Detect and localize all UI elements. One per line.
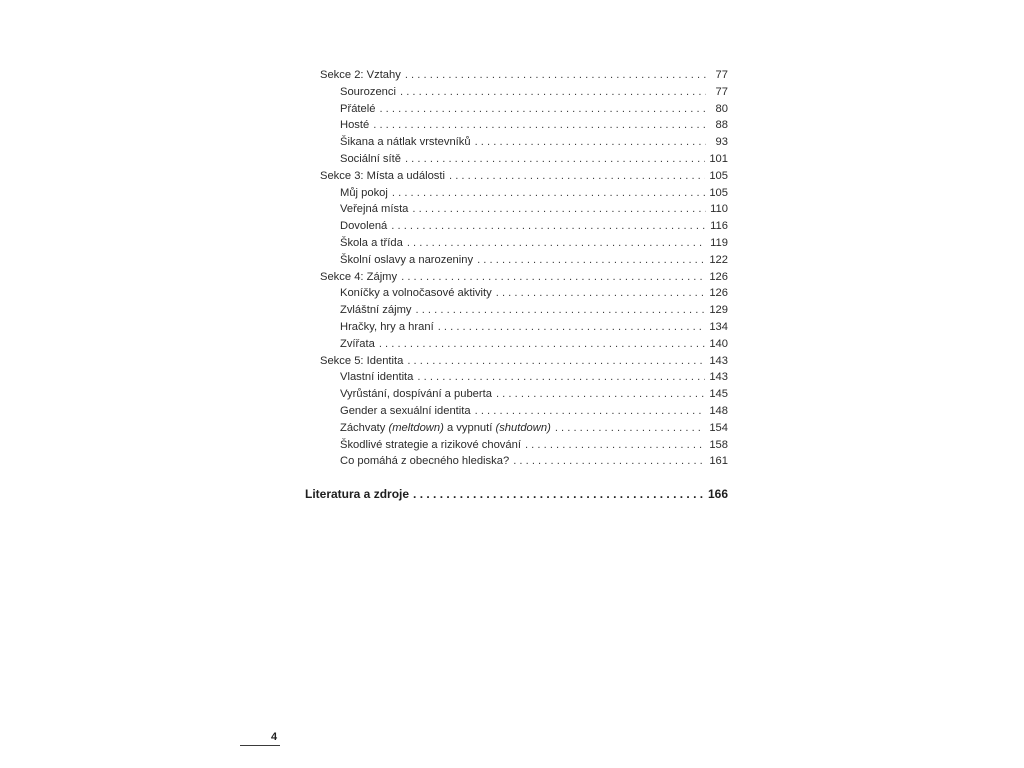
toc-entry-title: Vlastní identita bbox=[340, 371, 414, 384]
toc-entry-page: 148 bbox=[709, 404, 728, 417]
dot-leader bbox=[496, 386, 705, 403]
dot-leader bbox=[477, 252, 705, 269]
toc-subentry[interactable] bbox=[320, 151, 728, 168]
toc-entry-title: Můj pokoj bbox=[340, 186, 388, 199]
toc-entry-page: 110 bbox=[710, 203, 728, 216]
toc-subentry[interactable] bbox=[320, 302, 728, 319]
toc-entry-page: 126 bbox=[709, 270, 728, 283]
toc-entry-page: 158 bbox=[709, 438, 728, 451]
toc-entry-page: 122 bbox=[709, 253, 728, 266]
dot-leader bbox=[405, 151, 705, 168]
dot-leader bbox=[407, 353, 705, 370]
toc-entry-page: 77 bbox=[715, 69, 728, 81]
toc-subentry[interactable] bbox=[320, 185, 728, 202]
toc-subentry[interactable] bbox=[320, 336, 728, 353]
toc-entry-page: 101 bbox=[709, 152, 728, 165]
toc-entry-title: Veřejná místa bbox=[340, 203, 409, 216]
dot-leader bbox=[513, 453, 705, 470]
toc-subentry[interactable] bbox=[320, 134, 728, 151]
dot-leader bbox=[401, 269, 705, 286]
toc-entry-title: Zvláštní zájmy bbox=[340, 304, 412, 317]
dot-leader bbox=[438, 319, 706, 336]
toc-entry-title: Co pomáhá z obecného hlediska? bbox=[340, 455, 510, 468]
toc-entry-title: Školní oslavy a narozeniny bbox=[340, 253, 474, 266]
toc-entry-page: 134 bbox=[709, 320, 728, 333]
toc-entry-page: 116 bbox=[710, 220, 728, 233]
dot-leader bbox=[391, 218, 706, 235]
toc-entry-title: Sociální sítě bbox=[340, 152, 401, 165]
toc-entry-page: 119 bbox=[710, 236, 728, 249]
toc-entry-page: 77 bbox=[715, 85, 728, 98]
toc-entry-page: 93 bbox=[715, 136, 728, 149]
toc-entry-page: 105 bbox=[709, 169, 728, 182]
toc-section-entry[interactable] bbox=[320, 269, 728, 286]
toc-entry-page: 154 bbox=[709, 421, 728, 434]
dot-leader bbox=[449, 168, 705, 185]
toc-entry-page: 161 bbox=[709, 455, 728, 468]
toc-entry-title: Záchvaty (meltdown) a vypnutí (shutdown) bbox=[340, 421, 551, 434]
toc-entry-title: Sekce 5: Identita bbox=[320, 354, 404, 367]
toc-entry-page: 126 bbox=[709, 287, 728, 300]
dot-leader bbox=[475, 403, 706, 420]
toc-subentry[interactable] bbox=[320, 117, 728, 134]
dot-leader bbox=[407, 235, 706, 252]
toc-entry-title: Sourozenci bbox=[340, 85, 396, 98]
toc-subentry[interactable] bbox=[320, 235, 728, 252]
dot-leader bbox=[475, 134, 706, 151]
dot-leader bbox=[392, 185, 705, 202]
toc-entry-title: Hosté bbox=[340, 119, 370, 132]
toc-subentry[interactable] bbox=[320, 420, 728, 437]
toc-subentry[interactable] bbox=[320, 252, 728, 269]
dot-leader bbox=[400, 84, 706, 101]
toc-subentry[interactable] bbox=[320, 386, 728, 403]
toc-subentry[interactable] bbox=[320, 437, 728, 454]
toc-section-entry[interactable] bbox=[320, 67, 728, 84]
toc-subentry[interactable] bbox=[320, 84, 728, 101]
toc-entry-page: 166 bbox=[707, 487, 728, 501]
toc-entry-title: Sekce 4: Zájmy bbox=[320, 270, 398, 283]
toc-subentry[interactable] bbox=[320, 101, 728, 118]
dot-leader bbox=[555, 420, 706, 437]
toc-subentry[interactable] bbox=[320, 453, 728, 470]
toc-entry-title: Dovolená bbox=[340, 220, 388, 233]
dot-leader bbox=[373, 117, 706, 134]
toc-entry-literature[interactable] bbox=[305, 485, 728, 503]
toc-section-entry[interactable] bbox=[320, 353, 728, 370]
toc-entry-title: Škodlivé strategie a rizikové chování bbox=[340, 438, 521, 451]
toc-entry-page: 88 bbox=[715, 119, 728, 132]
dot-leader bbox=[412, 201, 706, 218]
toc-entry-title: Sekce 3: Místa a události bbox=[320, 169, 445, 182]
dot-leader bbox=[496, 285, 706, 302]
toc-subentry[interactable] bbox=[320, 319, 728, 336]
dot-leader bbox=[525, 437, 705, 454]
toc-entry-title: Gender a sexuální identita bbox=[340, 404, 471, 417]
dot-leader bbox=[379, 101, 706, 118]
toc-entry-title: Koníčky a volnočasové aktivity bbox=[340, 287, 492, 300]
toc-entry-page: 140 bbox=[709, 337, 728, 350]
toc-subentry[interactable] bbox=[320, 403, 728, 420]
footer-rule bbox=[240, 745, 280, 746]
toc-entry-title: Šikana a nátlak vrstevníků bbox=[340, 136, 471, 149]
toc-entry-title: Hračky, hry a hraní bbox=[340, 320, 434, 333]
toc-section-entry[interactable] bbox=[320, 168, 728, 185]
dot-leader bbox=[413, 485, 704, 503]
toc-entry-page: 143 bbox=[709, 371, 728, 384]
toc-entry-title: Literatura a zdroje bbox=[305, 487, 410, 501]
toc-entry-title: Zvířata bbox=[340, 337, 375, 350]
toc-entry-page: 143 bbox=[709, 354, 728, 367]
toc-entry-page: 145 bbox=[709, 388, 728, 401]
page-number: 4 bbox=[271, 731, 278, 743]
toc-entry-title: Sekce 2: Vztahy bbox=[320, 69, 401, 81]
dot-leader bbox=[417, 369, 705, 386]
dot-leader bbox=[405, 67, 706, 84]
dot-leader bbox=[379, 336, 706, 353]
dot-leader bbox=[416, 302, 706, 319]
toc-entry-page: 105 bbox=[709, 186, 728, 199]
toc-subentry[interactable] bbox=[320, 369, 728, 386]
toc-entry-title: Přátelé bbox=[340, 102, 376, 115]
toc-entry-page: 80 bbox=[715, 102, 728, 115]
table-of-contents bbox=[320, 67, 728, 470]
toc-entry-page: 129 bbox=[709, 304, 728, 317]
toc-subentry[interactable] bbox=[320, 285, 728, 302]
toc-subentry[interactable] bbox=[320, 218, 728, 235]
toc-entry-title: Škola a třída bbox=[340, 236, 403, 249]
toc-subentry[interactable] bbox=[320, 201, 728, 218]
toc-entry-title: Vyrůstání, dospívání a puberta bbox=[340, 388, 492, 401]
